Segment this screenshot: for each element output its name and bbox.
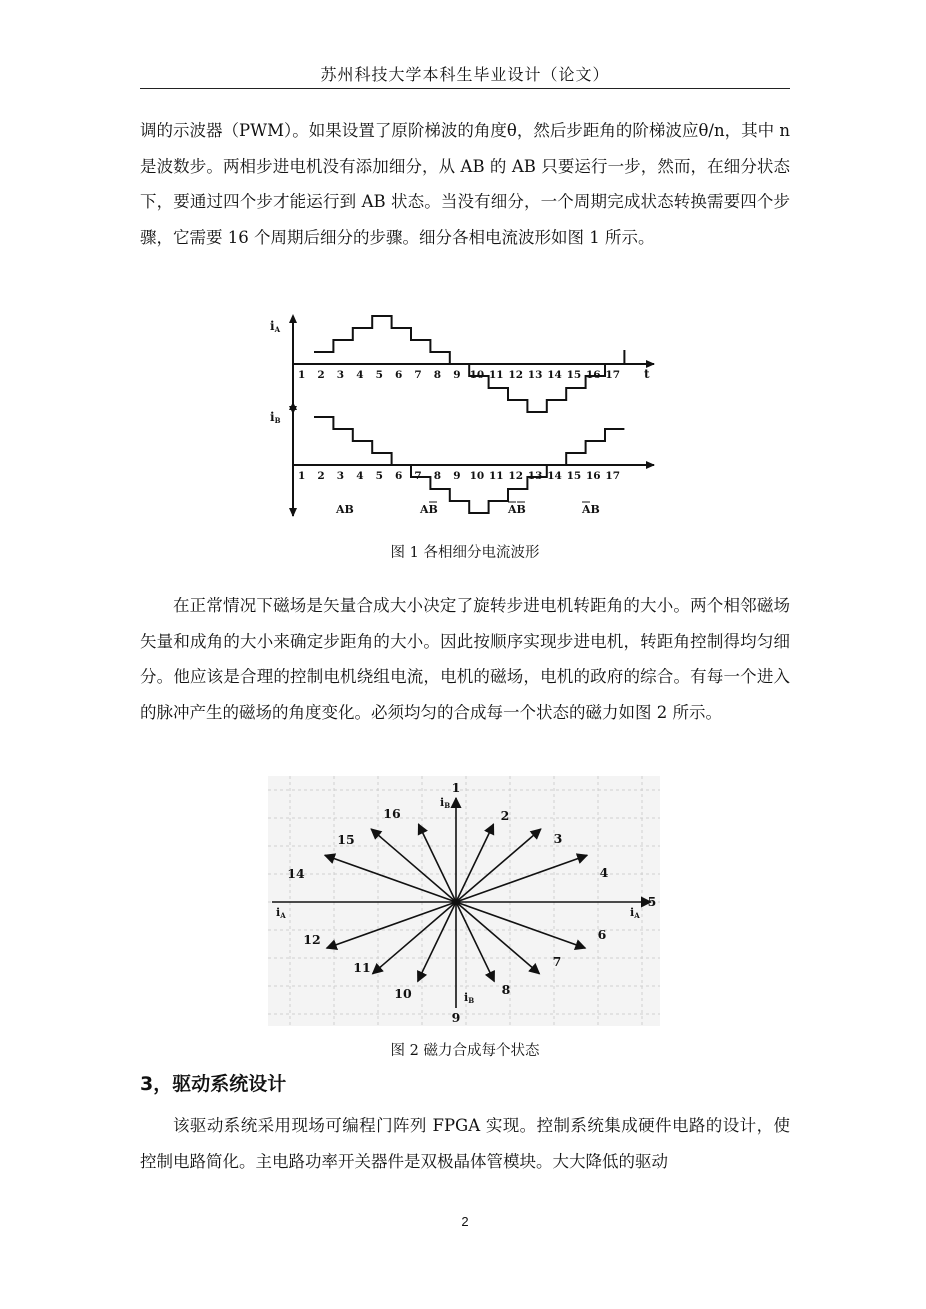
vector-label-14: 14 [287,866,305,881]
ib-tick-label: 12 [508,470,524,482]
vertical-axis-arrow-bottom [289,508,297,517]
ib-tick-label: 9 [453,470,461,482]
figure-2-vector-diagram [268,776,660,1026]
ib-tick-label: 13 [527,470,543,482]
ib-tick-label: 15 [566,470,582,482]
vector-label-5: 5 [647,894,657,909]
ia-tick-label: 15 [566,369,582,381]
ib-tick-label: 5 [375,470,383,482]
ia-t-axis-label: t [644,367,650,381]
vertical-axis-arrow-top [289,314,297,323]
ia-tick-label: 2 [317,369,325,381]
vector-label-8: 8 [501,982,511,997]
section-heading: 3，驱动系统设计 [140,1073,287,1095]
ib-tick-label: 17 [605,470,621,482]
ib-tick-label: 1 [298,470,306,482]
ia-tick-label: 4 [356,369,364,381]
ia-tick-label: 1 [298,369,306,381]
vector-label-15: 15 [337,832,355,847]
ib-tick-label: 4 [356,470,364,482]
ia-tick-label: 14 [547,369,562,381]
ib-axis-label: iB [270,410,281,425]
paragraph-2: 在正常情况下磁场是矢量合成大小决定了旋转步进电机转距角的大小。两个相邻磁场矢量和成角的大小来确定步距角的大小。因此按顺序实现步进电机，转距角控制得均匀细分。他应该是合理的控制电机绕组电流，电机的磁场，电机的政府的综合。有每一个进入的脉冲产生的磁场的角度变化。必须均匀的合成每一个状态的磁力如图 2 所示。 [140,596,790,722]
ia-tick-label: 6 [395,369,403,381]
ia-tick-label: 7 [414,369,422,381]
figure-1-waveform [262,308,668,523]
ia-tick-label: 8 [433,369,442,381]
vector-label-9: 9 [451,1010,461,1025]
ia-tick-label: 11 [489,369,504,381]
ib-tick-label: 6 [395,470,403,482]
phase-state-label: AB [420,503,438,516]
page-number: 2 [461,1214,469,1229]
ia-tick-label: 13 [527,369,543,381]
vector-label-2: 2 [500,808,510,823]
ib-tick-label: 10 [469,470,485,482]
ia-right-label: iA [630,906,640,920]
ia-tick-label: 10 [469,369,485,381]
header-rule [140,88,790,89]
ib-tick-label: 2 [317,470,325,482]
ib-tick-label: 14 [547,470,562,482]
vector-label-6: 6 [597,927,607,942]
ia-tick-label: 16 [586,369,601,381]
ia-axis-label: iA [270,319,280,334]
ib-tick-label: 11 [489,470,504,482]
vector-label-16: 16 [383,806,401,821]
phase-state-label: AB [336,503,354,516]
paragraph-1: 调的示波器（PWM）。如果设置了原阶梯波的角度θ，然后步距角的阶梯波应θ/n，其中 n 是波数步。两相步进电机没有添加细分，从 AB 的 AB 只要运行一步，然而，在细分状态下，要通过四个步才能运行到 AB 状态。当没有细分，一个周期完成状态转换需要四个步骤，它需要 16 个周期后细分的步骤。细分各相电流波形如图 1 所示。 [140,121,790,247]
figure-2-background [268,776,660,1026]
figure-2-caption: 图 2 磁力合成每个状态 [390,1043,540,1059]
phase-state-label: AB [582,503,600,516]
ib-tick-label: 8 [433,470,442,482]
ib-tick-label: 3 [336,470,345,482]
paragraph-3: 该驱动系统采用现场可编程门阵列 FPGA 实现。控制系统集成硬件电路的设计，使控制电路简化。主电路功率开关器件是双极晶体管模块。大大降低的驱动 [140,1116,790,1171]
ia-tick-label: 9 [453,369,461,381]
ib-bottom-label: iB [464,991,475,1005]
phase-state-label: AB [508,503,526,516]
vector-label-1: 1 [451,780,461,795]
vector-label-11: 11 [353,960,371,975]
ia-tick-label: 17 [605,369,621,381]
ib-tick-label: 7 [414,470,422,482]
vector-label-4: 4 [599,865,609,880]
ia-tick-label: 12 [508,369,524,381]
ia-tick-label: 3 [336,369,345,381]
ib-time-axis-arrow [646,461,655,469]
ia-tick-label: 5 [375,369,383,381]
ib-top-label: iB [440,796,451,810]
vector-label-3: 3 [553,831,563,846]
figure-1-caption: 图 1 各相细分电流波形 [390,545,540,561]
vector-label-7: 7 [552,954,562,969]
ia-left-label: iA [276,906,286,920]
vector-label-10: 10 [394,986,412,1001]
ib-tick-label: 16 [586,470,601,482]
running-header: 苏州科技大学本科生毕业设计（论文） [320,65,610,84]
vector-label-12: 12 [303,932,321,947]
